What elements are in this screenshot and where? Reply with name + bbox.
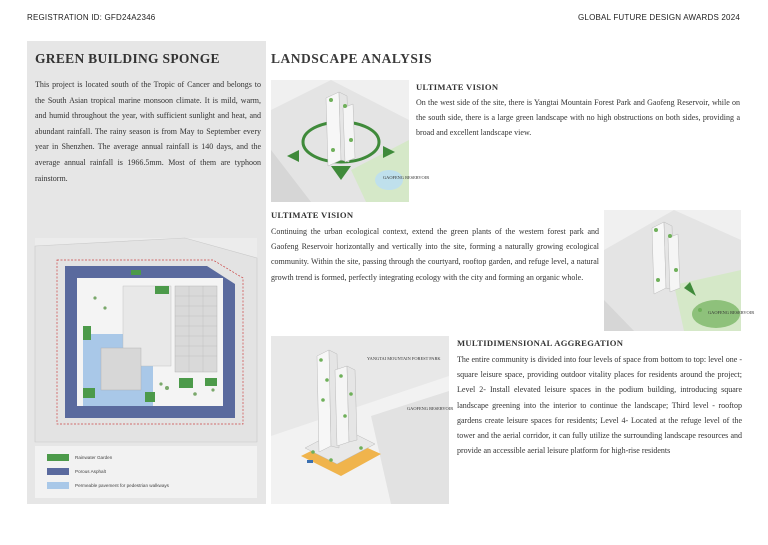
site-plan-legend: [35, 446, 257, 498]
legend-swatch: [47, 454, 69, 461]
legend-label: Rainwater Garden: [75, 455, 113, 460]
legend-label: Porous Asphalt: [75, 469, 106, 474]
ultimate-vision-text-2: Continuing the urban ecological context, extend the green plants of the western forest park and Gaofeng Reservoir horizontally and vertically into the site, forming a naturally growing ecological community. Within the site, passing through the courtyard, rooftop garden, and refuge level, a natural growth trend is formed, perfectly integrating ecology with the city and forming an organic whole.: [271, 227, 599, 282]
multidimensional-aggregation-title: MULTIDIMENSIONAL AGGREGATION: [457, 338, 624, 348]
reservoir-label-small: GAOFENG RESERVOIR: [383, 175, 430, 180]
site-plan-diagram: [35, 238, 257, 442]
ultimate-vision-text-1: On the west side of the site, there is Yangtai Mountain Forest Park and Gaofeng Reservoir, while on the south side, there is a large green landscape with no high obstructions on both sides, providing a broad and excellent landscape view.: [416, 98, 740, 138]
legend-swatch: [47, 482, 69, 489]
landscape-analysis-title: LANDSCAPE ANALYSIS: [271, 51, 433, 66]
vision-diagram-top: [271, 80, 430, 202]
legend-swatch: [47, 468, 69, 475]
award-title: GLOBAL FUTURE DESIGN AWARDS 2024: [578, 13, 740, 22]
multidimensional-aggregation-text: The entire community is divided into four levels of space from bottom to top: level one - square leisure space, providing outdoor vitality places for residents around the project; Level 2- Install elevated leisure spaces in the podium building, introducing square landscape greening into the interior to continue the landscape; Third level - rooftop gardens create leisure spaces for residents; Level 4- Located at the refuge level of the tower and the aerial corridor, it can fully utilize the surrounding landscape resources and provide an accessible aerial leisure platform for high-rise residents: [457, 355, 742, 456]
reservoir-label: GAOFENG RESERVOIR: [407, 406, 454, 411]
legend-item-permeable-pavement: [47, 482, 169, 489]
climate-description: This project is located south of the Tropic of Cancer and belongs to the South Asian tropical marine monsoon climate. It is mild, warm, and humid throughout the year, with sufficient sunlight and heat, and abundant rainfall. The rainy season is from May to September every year in Shenzhen. The average annual rainfall is 140 days, and the average annual rainfall is 1966.5mm. Most of them are typhoon rainstorm.: [35, 80, 261, 183]
legend-label: Permeable pavement for pedestrian walkways: [75, 483, 169, 488]
reservoir-label-small: GAOFENG RESERVOIR: [708, 310, 755, 315]
vision-diagram-right: [604, 210, 755, 331]
panel-title: GREEN BUILDING SPONGE: [35, 51, 220, 66]
green-building-sponge-panel: [27, 41, 266, 504]
ultimate-vision-title-2: ULTIMATE VISION: [271, 210, 354, 220]
ultimate-vision-title-1: ULTIMATE VISION: [416, 82, 499, 92]
registration-id: REGISTRATION ID: GFD24A2346: [27, 13, 156, 22]
legend-item-porous-asphalt: [47, 468, 106, 475]
forest-park-label: YANGTAI MOUNTAIN FOREST PARK: [367, 356, 441, 361]
aggregation-diagram: [271, 336, 454, 504]
legend-item-rainwater-garden: [47, 454, 112, 461]
